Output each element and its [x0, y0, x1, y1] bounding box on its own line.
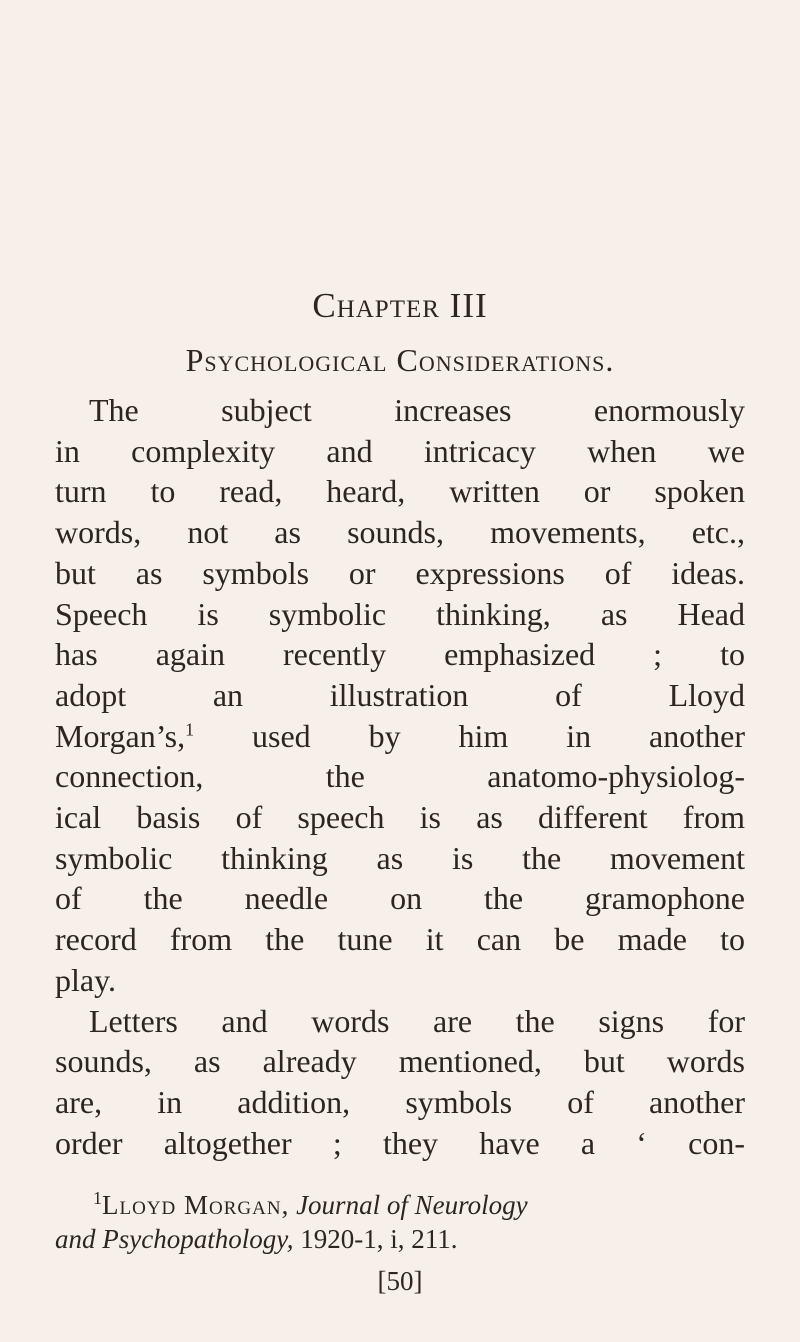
- text-line: symbolic thinking as is the movement: [55, 839, 745, 876]
- footnote-reference: 1: [185, 718, 195, 739]
- page-number: [50]: [377, 1266, 423, 1296]
- section-title: Psychological Considerations.: [185, 342, 615, 378]
- text-line: of the needle on the gramophone: [55, 880, 745, 917]
- text-line: The subject increases enormously: [89, 392, 745, 428]
- text-line: turn to read, heard, written or spoken: [55, 473, 745, 510]
- text-line: but as symbols or expressions of ideas.: [55, 554, 745, 591]
- text-line: ical basis of speech is as different from: [55, 799, 745, 836]
- text-line: in complexity and intricacy when we: [55, 432, 745, 469]
- text-line: order altogether ; they have a ‘ con-: [55, 1124, 745, 1161]
- chapter-heading: Chapter III: [312, 286, 488, 325]
- body-text: [55, 390, 745, 1163]
- text-line: adopt an illustration of Lloyd: [55, 676, 745, 713]
- footnote-details: 1920-1, i, 211.: [300, 1224, 458, 1254]
- text-line: words, not as sounds, movements, etc.,: [55, 514, 745, 551]
- footnote-journal: Journal of Neurology: [296, 1190, 528, 1220]
- text-segment: used by him in another: [252, 717, 746, 754]
- footnote-marker: 1: [93, 1188, 102, 1208]
- text-line: sounds, as already mentioned, but words: [55, 1043, 745, 1080]
- text-segment: Morgan’s,: [55, 717, 186, 754]
- text-line: Letters and words are the signs for: [89, 1002, 745, 1039]
- text-line: play.: [55, 961, 117, 998]
- text-line: [55, 716, 745, 757]
- text-line: Speech is symbolic thinking, as Head: [55, 595, 745, 632]
- footnote: [55, 1188, 745, 1256]
- footnote-author: Lloyd Morgan,: [102, 1190, 290, 1220]
- text-line: connection, the anatomo-physiolog-: [55, 758, 745, 795]
- text-line: has again recently emphasized ; to: [55, 636, 745, 673]
- footnote-line: [55, 1222, 745, 1256]
- text-line: are, in addition, symbols of another: [55, 1083, 745, 1120]
- footnote-line: [55, 1188, 745, 1222]
- text-line: record from the tune it can be made to: [55, 921, 745, 958]
- footnote-journal: and Psychopathology,: [55, 1224, 294, 1254]
